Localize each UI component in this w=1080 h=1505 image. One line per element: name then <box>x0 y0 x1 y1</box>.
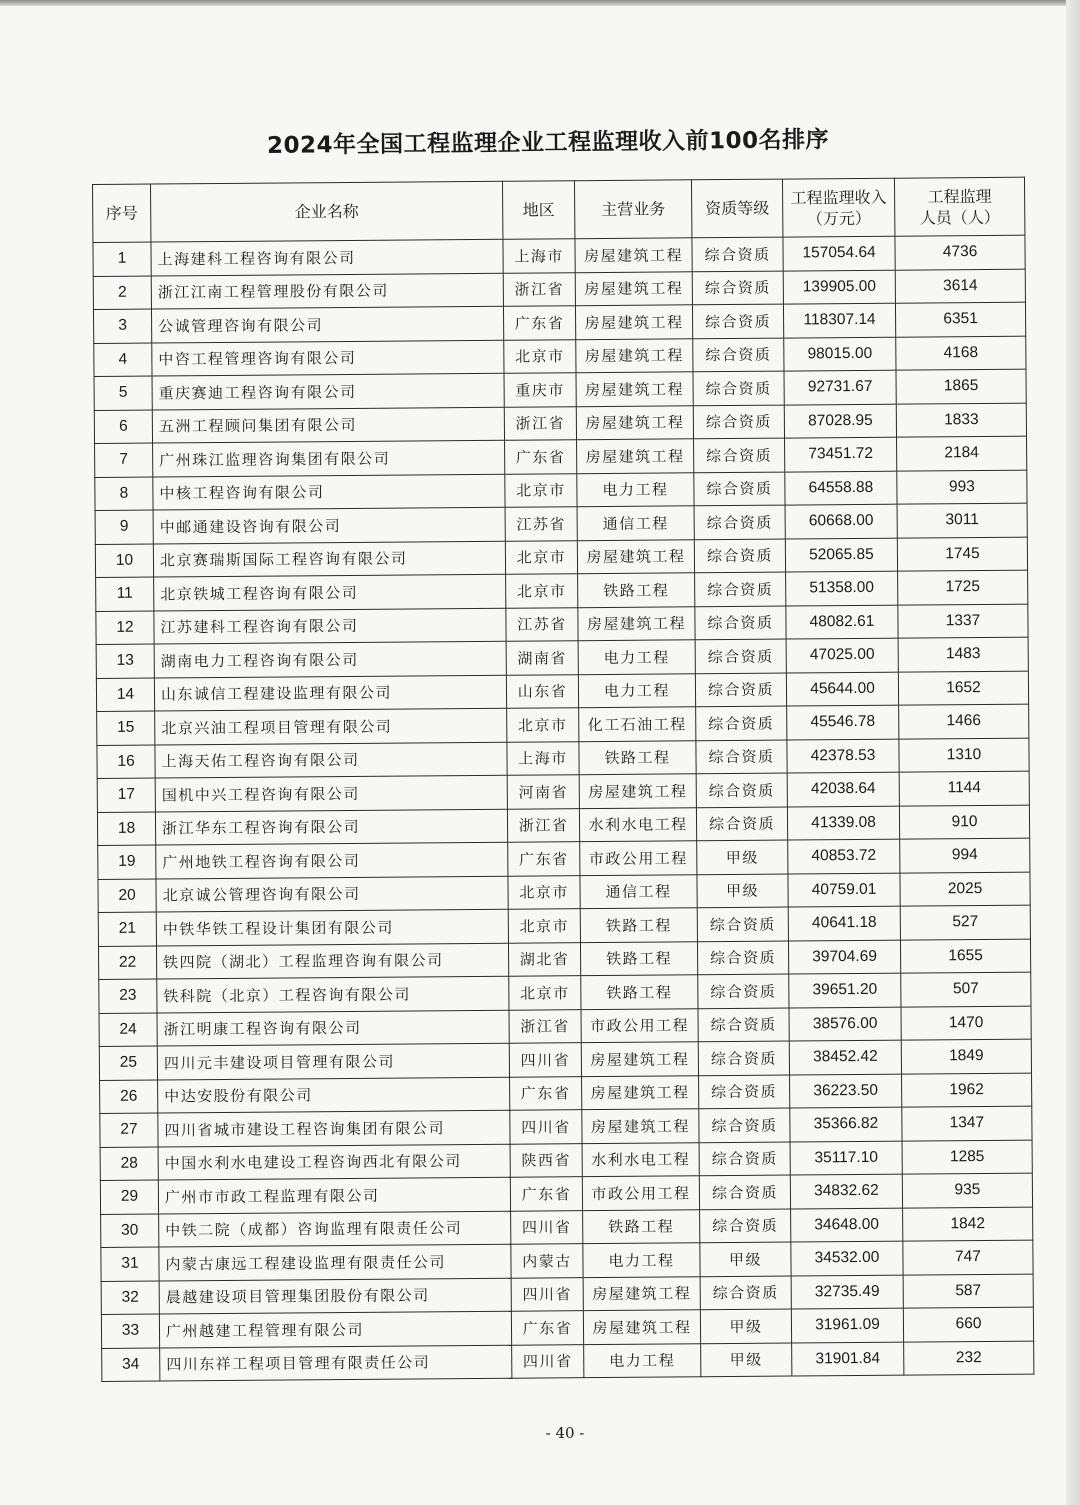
cell-company-name: 中达安股份有限公司 <box>158 1077 510 1113</box>
cell-region: 北京市 <box>505 473 577 507</box>
cell-staff: 1652 <box>898 671 1028 706</box>
cell-staff: 1833 <box>896 403 1026 438</box>
cell-revenue: 38576.00 <box>789 1007 901 1041</box>
cell-rank: 29 <box>100 1180 158 1214</box>
cell-rank: 21 <box>98 912 156 946</box>
cell-revenue: 34832.62 <box>790 1174 902 1208</box>
cell-staff: 587 <box>903 1274 1033 1309</box>
cell-revenue: 32735.49 <box>791 1275 903 1309</box>
cell-qualification: 综合资质 <box>695 606 786 640</box>
cell-qualification: 甲级 <box>697 874 788 908</box>
cell-company-name: 国机中兴工程咨询有限公司 <box>155 775 507 811</box>
cell-qualification: 综合资质 <box>699 1142 790 1176</box>
cell-revenue: 52065.85 <box>785 538 897 572</box>
cell-staff: 747 <box>903 1240 1033 1275</box>
cell-qualification: 综合资质 <box>696 740 787 774</box>
cell-region: 广东省 <box>505 440 577 474</box>
cell-revenue: 39704.69 <box>788 940 900 974</box>
header-revenue-line1: 工程监理收入 <box>790 187 887 208</box>
cell-business: 水利水电工程 <box>579 807 696 841</box>
cell-company-name: 广州市市政工程监理有限公司 <box>158 1177 510 1213</box>
cell-qualification: 综合资质 <box>700 1209 791 1243</box>
header-name: 企业名称 <box>151 181 503 242</box>
cell-staff: 1337 <box>898 604 1028 639</box>
cell-business: 电力工程 <box>578 640 695 674</box>
cell-region: 四川省 <box>510 1110 582 1144</box>
cell-revenue: 38452.42 <box>789 1040 901 1074</box>
cell-staff: 2025 <box>900 872 1030 907</box>
cell-company-name: 北京诚公管理咨询有限公司 <box>156 876 508 912</box>
cell-revenue: 45546.78 <box>787 705 899 739</box>
cell-revenue: 34648.00 <box>791 1208 903 1242</box>
cell-staff: 993 <box>897 470 1027 505</box>
cell-business: 铁路工程 <box>579 740 696 774</box>
cell-revenue: 48082.61 <box>786 605 898 639</box>
cell-qualification: 综合资质 <box>699 1175 790 1209</box>
cell-business: 房屋建筑工程 <box>577 539 694 573</box>
cell-region: 内蒙古 <box>511 1244 583 1278</box>
cell-revenue: 39651.20 <box>789 973 901 1007</box>
header-staff <box>894 177 1024 236</box>
cell-revenue: 42378.53 <box>787 739 899 773</box>
cell-company-name: 湖南电力工程咨询有限公司 <box>154 641 506 677</box>
cell-business: 水利水电工程 <box>582 1142 699 1176</box>
cell-region: 湖南省 <box>506 641 578 675</box>
cell-staff: 507 <box>901 972 1031 1007</box>
cell-company-name: 铁科院（北京）工程咨询有限公司 <box>157 976 509 1012</box>
cell-rank: 27 <box>100 1113 158 1147</box>
cell-staff: 994 <box>900 838 1030 873</box>
cell-staff: 1347 <box>902 1106 1032 1141</box>
cell-qualification: 综合资质 <box>700 1276 791 1310</box>
cell-business: 铁路工程 <box>581 975 698 1009</box>
header-revenue <box>782 178 894 237</box>
cell-business: 房屋建筑工程 <box>576 405 693 439</box>
cell-qualification: 甲级 <box>701 1343 792 1377</box>
header-staff-line1: 工程监理 <box>927 186 992 206</box>
cell-company-name: 公诚管理咨询有限公司 <box>151 306 503 342</box>
cell-staff: 3614 <box>895 269 1025 304</box>
header-revenue-line2: （万元） <box>806 208 871 228</box>
cell-staff: 1655 <box>900 939 1030 974</box>
cell-rank: 11 <box>96 577 154 611</box>
cell-rank: 10 <box>95 544 153 578</box>
cell-revenue: 60668.00 <box>785 504 897 538</box>
cell-business: 电力工程 <box>577 472 694 506</box>
cell-revenue: 40759.01 <box>788 873 900 907</box>
cell-qualification: 综合资质 <box>694 438 785 472</box>
cell-region: 四川省 <box>511 1210 583 1244</box>
cell-business: 铁路工程 <box>583 1209 700 1243</box>
cell-qualification: 综合资质 <box>697 941 788 975</box>
cell-qualification: 综合资质 <box>699 1108 790 1142</box>
cell-business: 房屋建筑工程 <box>582 1109 699 1143</box>
cell-rank: 32 <box>101 1281 159 1315</box>
cell-region: 北京市 <box>506 574 578 608</box>
cell-business: 房屋建筑工程 <box>577 439 694 473</box>
cell-region: 江苏省 <box>506 607 578 641</box>
cell-revenue: 31901.84 <box>792 1342 904 1376</box>
cell-staff: 3011 <box>897 503 1027 538</box>
cell-region: 湖北省 <box>508 942 580 976</box>
cell-staff: 1849 <box>901 1039 1031 1074</box>
cell-staff: 527 <box>900 905 1030 940</box>
cell-rank: 14 <box>96 678 154 712</box>
cell-company-name: 上海天佑工程咨询有限公司 <box>155 742 507 778</box>
cell-business: 房屋建筑工程 <box>575 238 692 272</box>
cell-qualification: 综合资质 <box>699 1075 790 1109</box>
cell-business: 电力工程 <box>578 673 695 707</box>
cell-rank: 2 <box>93 276 151 310</box>
cell-revenue: 92731.67 <box>784 370 896 404</box>
cell-staff: 1962 <box>902 1073 1032 1108</box>
cell-region: 四川省 <box>511 1277 583 1311</box>
cell-revenue: 51358.00 <box>786 571 898 605</box>
cell-rank: 16 <box>97 745 155 779</box>
cell-staff: 1745 <box>897 537 1027 572</box>
cell-region: 广东省 <box>510 1177 582 1211</box>
cell-company-name: 浙江华东工程咨询有限公司 <box>155 809 507 845</box>
cell-staff: 1285 <box>902 1140 1032 1175</box>
cell-rank: 5 <box>94 376 152 410</box>
cell-rank: 1 <box>93 242 151 276</box>
cell-revenue: 34532.00 <box>791 1241 903 1275</box>
cell-region: 四川省 <box>509 1043 581 1077</box>
cell-staff: 660 <box>903 1307 1033 1342</box>
cell-qualification: 综合资质 <box>694 539 785 573</box>
cell-staff: 6351 <box>895 302 1025 337</box>
cell-region: 上海市 <box>507 741 579 775</box>
cell-company-name: 四川元丰建设项目管理有限公司 <box>157 1043 509 1079</box>
cell-company-name: 北京赛瑞斯国际工程咨询有限公司 <box>153 541 505 577</box>
cell-business: 通信工程 <box>580 874 697 908</box>
cell-region: 北京市 <box>505 540 577 574</box>
cell-region: 北京市 <box>509 976 581 1010</box>
cell-revenue: 157054.64 <box>783 236 895 270</box>
cell-company-name: 北京兴油工程项目管理有限公司 <box>155 708 507 744</box>
cell-rank: 7 <box>95 443 153 477</box>
table-header-row <box>93 177 1025 242</box>
cell-qualification: 甲级 <box>700 1309 791 1343</box>
header-no: 序号 <box>93 184 151 242</box>
cell-company-name: 内蒙古康远工程建设监理有限责任公司 <box>159 1244 511 1280</box>
cell-company-name: 中铁华铁工程设计集团有限公司 <box>156 909 508 945</box>
cell-rank: 3 <box>93 309 151 343</box>
cell-company-name: 浙江明康工程咨询有限公司 <box>157 1010 509 1046</box>
cell-staff: 1310 <box>899 738 1029 773</box>
cell-rank: 31 <box>101 1247 159 1281</box>
cell-company-name: 重庆赛迪工程咨询有限公司 <box>152 373 504 409</box>
cell-qualification: 综合资质 <box>693 338 784 372</box>
cell-rank: 19 <box>98 845 156 879</box>
cell-rank: 20 <box>98 879 156 913</box>
cell-qualification: 综合资质 <box>693 405 784 439</box>
cell-rank: 22 <box>98 946 156 980</box>
cell-qualification: 综合资质 <box>692 271 783 305</box>
cell-revenue: 42038.64 <box>787 772 899 806</box>
cell-rank: 28 <box>100 1147 158 1181</box>
cell-revenue: 40641.18 <box>788 906 900 940</box>
cell-staff: 910 <box>899 805 1029 840</box>
cell-company-name: 中铁二院（成都）咨询监理有限责任公司 <box>159 1211 511 1247</box>
scan-top-edge <box>0 0 1080 6</box>
cell-revenue: 40853.72 <box>788 839 900 873</box>
cell-rank: 34 <box>102 1348 160 1382</box>
cell-qualification: 甲级 <box>697 840 788 874</box>
cell-staff: 1466 <box>899 704 1029 739</box>
cell-company-name: 江苏建科工程咨询有限公司 <box>154 608 506 644</box>
cell-rank: 33 <box>101 1314 159 1348</box>
cell-company-name: 广州越建工程管理有限公司 <box>159 1311 511 1347</box>
cell-business: 房屋建筑工程 <box>583 1276 700 1310</box>
table-row <box>102 1341 1034 1382</box>
cell-region: 四川省 <box>512 1344 584 1378</box>
cell-qualification: 综合资质 <box>698 1041 789 1075</box>
cell-revenue: 36223.50 <box>790 1074 902 1108</box>
cell-staff: 935 <box>902 1173 1032 1208</box>
cell-business: 房屋建筑工程 <box>579 774 696 808</box>
cell-region: 广东省 <box>510 1076 582 1110</box>
cell-staff: 232 <box>904 1341 1034 1376</box>
cell-rank: 26 <box>100 1080 158 1114</box>
cell-business: 房屋建筑工程 <box>575 271 692 305</box>
page-title: 2024年全国工程监理企业工程监理收入前100名排序 <box>266 127 830 159</box>
cell-business: 房屋建筑工程 <box>576 372 693 406</box>
cell-region: 广东省 <box>508 842 580 876</box>
cell-business: 房屋建筑工程 <box>582 1075 699 1109</box>
cell-company-name: 中邮通建设咨询有限公司 <box>153 507 505 543</box>
cell-company-name: 广州地铁工程咨询有限公司 <box>156 842 508 878</box>
cell-rank: 9 <box>95 510 153 544</box>
cell-region: 重庆市 <box>504 373 576 407</box>
cell-business: 铁路工程 <box>580 908 697 942</box>
cell-region: 浙江省 <box>503 272 575 306</box>
table-body <box>93 235 1034 1381</box>
cell-company-name: 四川东祥工程项目管理有限责任公司 <box>160 1345 512 1381</box>
cell-region: 河南省 <box>507 775 579 809</box>
header-level: 资质等级 <box>691 179 782 238</box>
cell-qualification: 综合资质 <box>694 505 785 539</box>
cell-business: 化工石油工程 <box>579 707 696 741</box>
cell-company-name: 中国水利水电建设工程咨询西北有限公司 <box>158 1144 510 1180</box>
cell-qualification: 综合资质 <box>698 974 789 1008</box>
cell-business: 通信工程 <box>577 506 694 540</box>
cell-revenue: 45644.00 <box>786 672 898 706</box>
cell-company-name: 五洲工程顾问集团有限公司 <box>152 407 504 443</box>
cell-business: 房屋建筑工程 <box>583 1310 700 1344</box>
cell-staff: 1144 <box>899 771 1029 806</box>
cell-staff: 2184 <box>897 436 1027 471</box>
cell-region: 北京市 <box>508 909 580 943</box>
cell-business: 电力工程 <box>584 1343 701 1377</box>
cell-qualification: 综合资质 <box>692 304 783 338</box>
cell-rank: 23 <box>99 979 157 1013</box>
cell-company-name: 晨越建设项目管理集团股份有限公司 <box>159 1278 511 1314</box>
cell-qualification: 综合资质 <box>697 907 788 941</box>
cell-company-name: 浙江江南工程管理股份有限公司 <box>151 273 503 309</box>
cell-rank: 24 <box>99 1013 157 1047</box>
cell-revenue: 118307.14 <box>783 303 895 337</box>
cell-qualification: 甲级 <box>700 1242 791 1276</box>
cell-region: 北京市 <box>507 708 579 742</box>
cell-staff: 1725 <box>898 570 1028 605</box>
cell-revenue: 47025.00 <box>786 638 898 672</box>
cell-company-name: 山东诚信工程建设监理有限公司 <box>154 675 506 711</box>
cell-rank: 6 <box>94 410 152 444</box>
cell-region: 江苏省 <box>505 507 577 541</box>
cell-business: 房屋建筑工程 <box>576 338 693 372</box>
cell-staff: 4168 <box>896 336 1026 371</box>
cell-staff: 4736 <box>895 235 1025 270</box>
scan-right-edge <box>1066 0 1080 1505</box>
cell-region: 陕西省 <box>510 1143 582 1177</box>
cell-staff: 1865 <box>896 369 1026 404</box>
ranking-table-wrapper <box>92 177 1033 1382</box>
cell-qualification: 综合资质 <box>696 773 787 807</box>
cell-revenue: 73451.72 <box>785 437 897 471</box>
cell-region: 广东省 <box>503 306 575 340</box>
cell-rank: 8 <box>95 477 153 511</box>
cell-company-name: 铁四院（湖北）工程监理咨询有限公司 <box>156 943 508 979</box>
cell-company-name: 中咨工程管理咨询有限公司 <box>152 340 504 376</box>
cell-qualification: 综合资质 <box>695 673 786 707</box>
cell-company-name: 北京铁城工程咨询有限公司 <box>154 574 506 610</box>
cell-staff: 1470 <box>901 1006 1031 1041</box>
cell-qualification: 综合资质 <box>695 572 786 606</box>
cell-region: 北京市 <box>504 339 576 373</box>
cell-revenue: 98015.00 <box>784 337 896 371</box>
cell-rank: 12 <box>96 611 154 645</box>
cell-region: 北京市 <box>508 875 580 909</box>
cell-revenue: 31961.09 <box>791 1308 903 1342</box>
cell-rank: 17 <box>97 778 155 812</box>
cell-region: 浙江省 <box>509 1009 581 1043</box>
header-business: 主营业务 <box>574 180 691 239</box>
cell-business: 市政公用工程 <box>582 1176 699 1210</box>
cell-company-name: 中核工程咨询有限公司 <box>153 474 505 510</box>
cell-business: 房屋建筑工程 <box>575 305 692 339</box>
cell-rank: 13 <box>96 644 154 678</box>
cell-qualification: 综合资质 <box>693 371 784 405</box>
cell-qualification: 综合资质 <box>696 807 787 841</box>
cell-business: 房屋建筑工程 <box>578 606 695 640</box>
page-number: - 40 - <box>545 1424 585 1442</box>
cell-qualification: 综合资质 <box>698 1008 789 1042</box>
cell-revenue: 139905.00 <box>783 270 895 304</box>
cell-qualification: 综合资质 <box>694 472 785 506</box>
cell-business: 市政公用工程 <box>580 841 697 875</box>
cell-region: 浙江省 <box>504 406 576 440</box>
cell-company-name: 广州珠江监理咨询集团有限公司 <box>153 440 505 476</box>
cell-business: 房屋建筑工程 <box>581 1042 698 1076</box>
cell-rank: 18 <box>97 812 155 846</box>
cell-region: 上海市 <box>503 239 575 273</box>
header-region: 地区 <box>502 181 574 240</box>
cell-rank: 15 <box>97 711 155 745</box>
cell-region: 山东省 <box>506 674 578 708</box>
cell-qualification: 综合资质 <box>695 639 786 673</box>
cell-qualification: 综合资质 <box>692 237 783 271</box>
cell-revenue: 41339.08 <box>787 806 899 840</box>
cell-revenue: 35366.82 <box>790 1107 902 1141</box>
cell-revenue: 64558.88 <box>785 471 897 505</box>
cell-business: 铁路工程 <box>578 573 695 607</box>
cell-company-name: 上海建科工程咨询有限公司 <box>151 239 503 275</box>
header-staff-line2: 人员（人） <box>919 207 1000 227</box>
cell-revenue: 35117.10 <box>790 1141 902 1175</box>
cell-rank: 30 <box>101 1214 159 1248</box>
cell-rank: 25 <box>99 1046 157 1080</box>
cell-qualification: 综合资质 <box>696 706 787 740</box>
cell-revenue: 87028.95 <box>784 404 896 438</box>
cell-staff: 1842 <box>903 1207 1033 1242</box>
cell-region: 广东省 <box>511 1311 583 1345</box>
cell-staff: 1483 <box>898 637 1028 672</box>
cell-region: 浙江省 <box>507 808 579 842</box>
cell-business: 铁路工程 <box>580 941 697 975</box>
cell-business: 电力工程 <box>583 1243 700 1277</box>
cell-rank: 4 <box>94 343 152 377</box>
ranking-table <box>92 177 1034 1382</box>
cell-business: 市政公用工程 <box>581 1008 698 1042</box>
cell-company-name: 四川省城市建设工程咨询集团有限公司 <box>158 1110 510 1146</box>
